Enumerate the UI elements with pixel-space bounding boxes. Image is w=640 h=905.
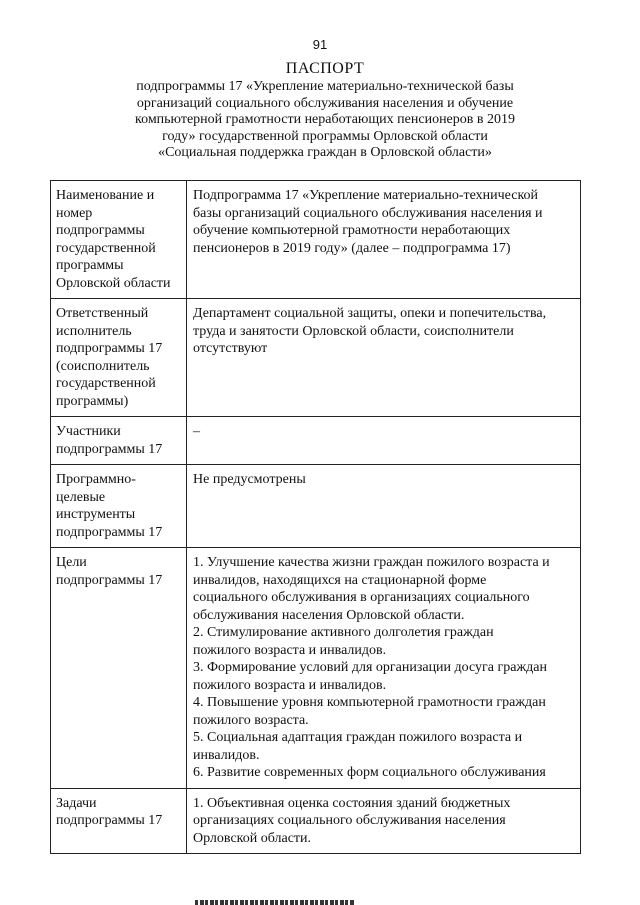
row-label-line: подпрограммы 17: [56, 341, 163, 356]
row-value-cell: [187, 548, 581, 789]
row-value-line: инвалидов, находящихся на стационарной форме: [193, 572, 487, 588]
row-label-line: программы: [56, 258, 124, 273]
page-number: 91: [312, 37, 328, 52]
row-label-line: инструменты: [56, 507, 136, 522]
row-label-line: подпрограммы 17: [56, 572, 163, 588]
row-label-line: программы): [56, 393, 129, 409]
row-value-line: Не предусмотрены: [193, 472, 306, 487]
row-label-line: подпрограммы 17: [56, 524, 163, 540]
row-value-line: инвалидов.: [193, 747, 260, 763]
subtitle-line: подпрограммы 17 «Укрепление материально-технической базы: [136, 79, 514, 94]
row-label-cell: [51, 788, 187, 854]
row-label-line: подпрограммы: [56, 223, 145, 238]
row-label-line: Задачи: [56, 795, 97, 811]
table-row: [51, 548, 581, 789]
row-value-line: пожилого возраста и инвалидов.: [193, 642, 387, 658]
row-value-line: обучение компьютерной грамотности неработающих: [193, 223, 511, 238]
subtitle-line: организаций социального обслуживания населения и обучение: [136, 95, 514, 111]
row-value-line: 3. Формирование условий для организации досуга граждан: [193, 660, 547, 675]
row-value-line: 5. Социальная адаптация граждан пожилого возраста и: [193, 730, 523, 745]
row-label-line: исполнитель: [56, 323, 132, 339]
row-value-line: обслуживания населения Орловской области.: [193, 607, 465, 623]
row-value-line: базы организаций социального обслуживания населения и: [193, 205, 543, 221]
table-row: [51, 465, 581, 548]
row-value-line: Подпрограмма 17 «Укрепление материально-технической: [193, 188, 539, 203]
table-row: [51, 181, 581, 299]
row-value-line: Орловской области.: [193, 830, 312, 846]
row-value-cell: [187, 465, 581, 548]
document-title: ПАСПОРТ: [285, 60, 365, 77]
row-value-cell: [187, 299, 581, 417]
row-label-cell: [51, 548, 187, 789]
row-value-cell: [187, 788, 581, 854]
row-value-line: пожилого возраста и инвалидов.: [193, 677, 387, 693]
row-value-line: 1. Объективная оценка состояния зданий бюджетных: [193, 795, 511, 811]
row-label-line: (соисполнитель: [56, 358, 150, 374]
table-row: [51, 417, 581, 465]
subtitle-line: компьютерной грамотности неработающих пенсионеров в 2019: [135, 112, 515, 127]
row-value-line: пожилого возраста.: [193, 712, 309, 728]
row-value-line: пенсионеров в 2019 году» (далее – подпрограмма 17): [193, 240, 511, 256]
row-value-line: 2. Стимулирование активного долголетия граждан: [193, 625, 494, 640]
passport-table: [50, 180, 581, 854]
table-row: [51, 299, 581, 417]
row-label-line: государственной: [56, 376, 156, 391]
row-label-line: номер: [56, 205, 93, 221]
row-label-line: Программно-: [56, 472, 136, 487]
row-value-line: социального обслуживания в организациях социального: [193, 590, 530, 605]
row-value-line: труда и занятости Орловской области, соисполнители: [193, 323, 514, 339]
row-value-line: 6. Развитие современных форм социального обслуживания: [193, 765, 546, 780]
row-value-line: 4. Повышение уровня компьютерной грамотности граждан: [193, 695, 546, 710]
row-label-line: Орловской области: [56, 275, 171, 291]
row-label-line: подпрограммы 17: [56, 441, 163, 457]
row-label-line: Наименование и: [56, 188, 155, 203]
row-value-cell: [187, 181, 581, 299]
row-value-line: Департамент социальной защиты, опеки и попечительства,: [193, 306, 547, 321]
row-label-line: подпрограммы 17: [56, 813, 163, 828]
row-value-line: организациях социального обслуживания населения: [193, 813, 506, 828]
table-row: [51, 788, 581, 854]
row-label-line: государственной: [56, 240, 156, 256]
row-value-line: –: [193, 424, 200, 439]
document-subtitle: [90, 79, 560, 162]
document-heading: [90, 59, 560, 162]
row-value-line: отсутствуют: [193, 341, 268, 356]
scan-artifact: [195, 900, 355, 905]
row-label-line: Участники: [56, 424, 121, 439]
row-label-line: Цели: [56, 555, 87, 570]
row-label-cell: [51, 299, 187, 417]
subtitle-line: «Социальная поддержка граждан в Орловской области»: [158, 145, 492, 160]
row-label-cell: [51, 417, 187, 465]
row-label-cell: [51, 181, 187, 299]
row-label-line: Ответственный: [56, 306, 149, 321]
row-value-cell: [187, 417, 581, 465]
row-value-line: 1. Улучшение качества жизни граждан пожилого возраста и: [193, 555, 550, 570]
subtitle-line: году» государственной программы Орловской области: [162, 128, 488, 144]
row-label-cell: [51, 465, 187, 548]
row-label-line: целевые: [56, 489, 106, 505]
